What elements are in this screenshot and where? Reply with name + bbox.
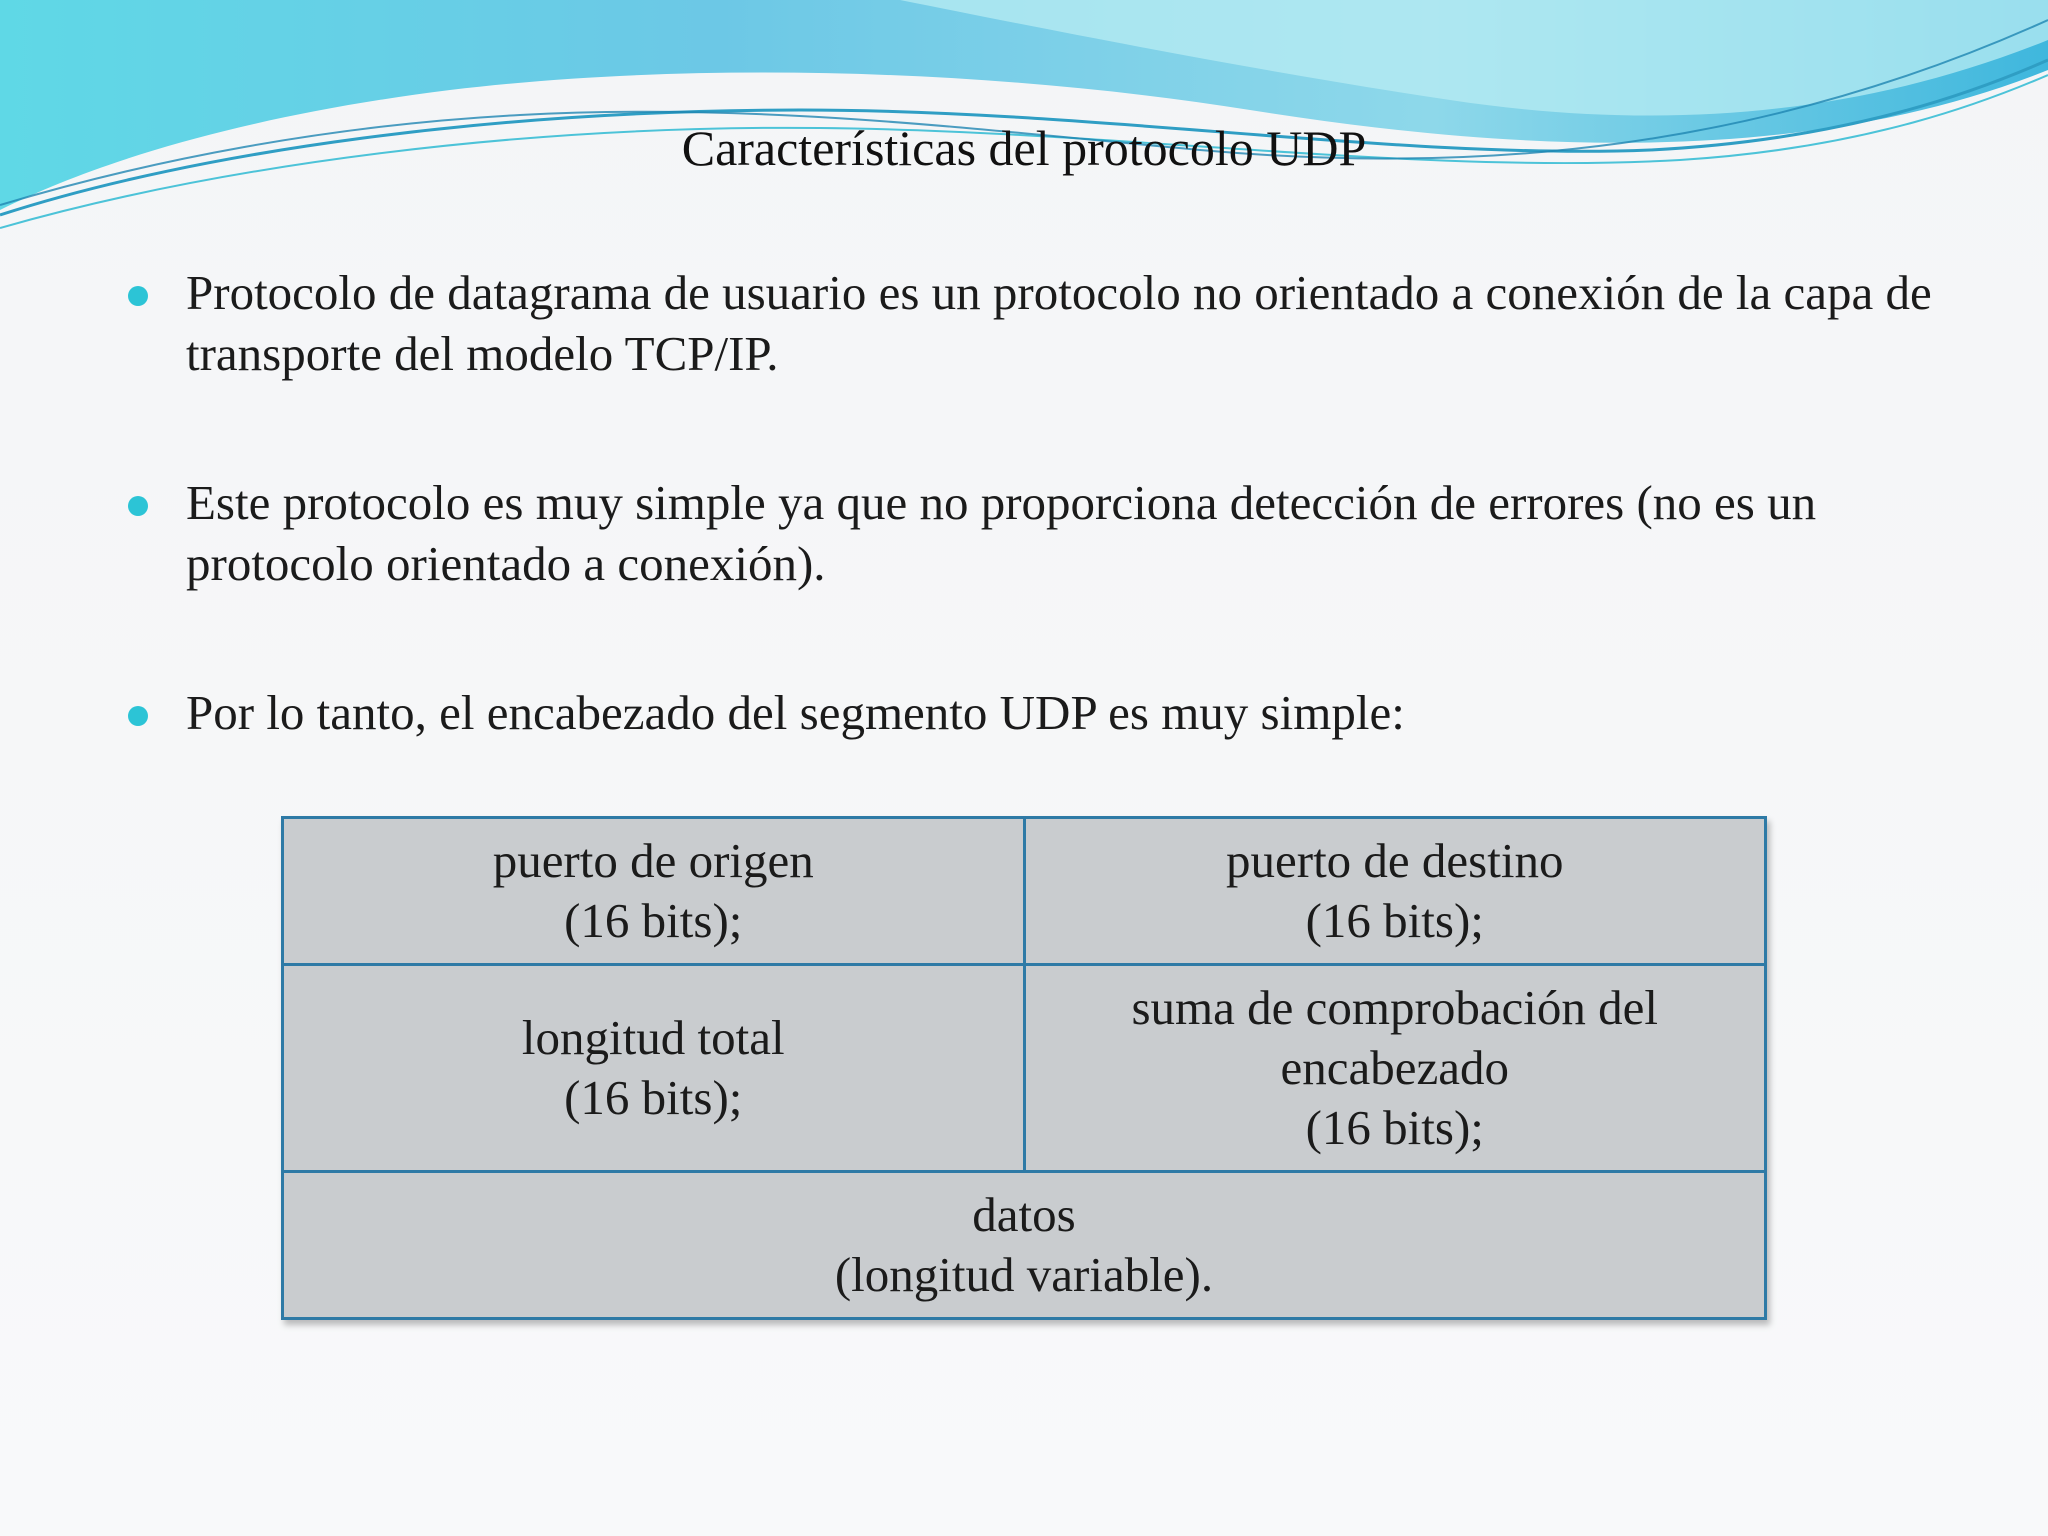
bullet-item <box>122 262 1952 384</box>
source-port-cell <box>283 818 1025 965</box>
table-row <box>283 1172 1766 1319</box>
table-row <box>283 965 1766 1172</box>
bullet-text: Este protocolo es muy simple ya que no proporciona detección de errores (no es un protocolo orientado a conexión). <box>186 475 1817 591</box>
dest-port-size: (16 bits); <box>1305 893 1484 948</box>
length-size: (16 bits); <box>564 1070 743 1125</box>
bullet-dot-icon <box>128 706 148 726</box>
dest-port-cell <box>1024 818 1766 965</box>
bullet-text: Protocolo de datagrama de usuario es un protocolo no orientado a conexión de la capa de transporte del modelo TCP/IP. <box>186 265 1932 381</box>
data-name: datos <box>972 1187 1076 1242</box>
table-row <box>283 818 1766 965</box>
length-name: longitud total <box>521 1010 785 1065</box>
bullet-item <box>122 682 1952 743</box>
dest-port-name: puerto de destino <box>1226 833 1564 888</box>
source-port-name: puerto de origen <box>492 833 814 888</box>
data-cell <box>283 1172 1766 1319</box>
udp-header-table <box>281 816 1767 1320</box>
checksum-size: (16 bits); <box>1305 1100 1484 1155</box>
source-port-size: (16 bits); <box>564 893 743 948</box>
length-cell <box>283 965 1025 1172</box>
bullet-list <box>122 262 1952 831</box>
bullet-text: Por lo tanto, el encabezado del segmento UDP es muy simple: <box>186 685 1405 740</box>
bullet-dot-icon <box>128 286 148 306</box>
data-size: (longitud variable). <box>834 1247 1214 1302</box>
bullet-dot-icon <box>128 496 148 516</box>
checksum-name-line1: suma de comprobación del <box>1131 980 1659 1035</box>
checksum-cell <box>1024 965 1766 1172</box>
bullet-item <box>122 472 1952 594</box>
slide-title: Características del protocolo UDP <box>681 120 1367 176</box>
checksum-name-line2: encabezado <box>1280 1040 1509 1095</box>
